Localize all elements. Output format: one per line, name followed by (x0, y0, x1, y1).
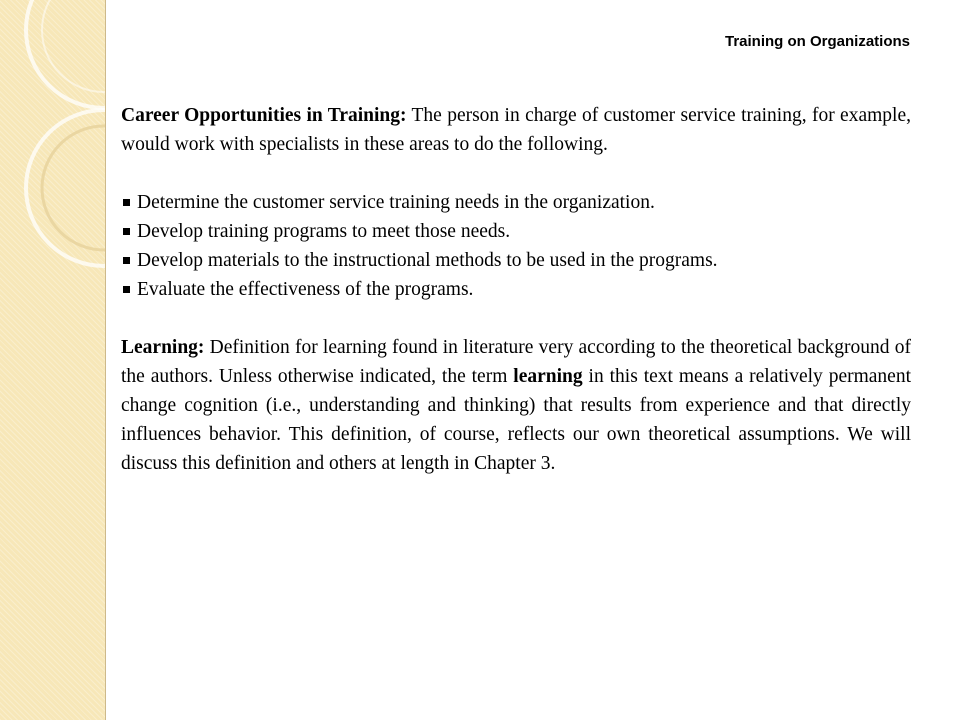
career-opportunities-heading: Career Opportunities in Training: (121, 105, 407, 126)
decorative-sidebar (0, 0, 106, 720)
square-bullet-icon (123, 257, 130, 264)
list-item (121, 188, 911, 217)
square-bullet-icon (123, 286, 130, 293)
learning-text-part-1: Definition for learning found in literature very according to the theoretical background of the authors. Unless otherwise indicated, the term (121, 337, 911, 387)
list-item-text: Determine the customer service training needs in the organization. (137, 192, 655, 213)
decorative-rings (0, 0, 105, 720)
learning-term: learning (513, 366, 583, 387)
square-bullet-icon (123, 228, 130, 235)
learning-heading: Learning: (121, 337, 205, 358)
career-opportunities-text: The person in charge of customer service training, for example, would work with specialists in these areas to do the following. (121, 105, 911, 155)
slide-body (121, 101, 911, 478)
list-item (121, 246, 911, 275)
learning-paragraph (121, 333, 911, 478)
bullet-list (121, 188, 911, 304)
career-opportunities-paragraph (121, 101, 911, 159)
square-bullet-icon (123, 199, 130, 206)
list-item (121, 275, 911, 304)
list-item-text: Develop materials to the instructional methods to be used in the programs. (137, 250, 718, 271)
list-item-text: Develop training programs to meet those needs. (137, 221, 511, 242)
list-item-text: Evaluate the effectiveness of the programs. (137, 279, 474, 300)
learning-text-part-2: in this text means a relatively permanent change cognition (i.e., understanding and thinking) that results from experience and that directly influences behavior. This definition, of course, reflects our own theoretical assumptions. We will discuss this definition and others at length in Chapter 3. (121, 366, 911, 474)
list-item (121, 217, 911, 246)
page-title: Training on Organizations (724, 33, 910, 50)
